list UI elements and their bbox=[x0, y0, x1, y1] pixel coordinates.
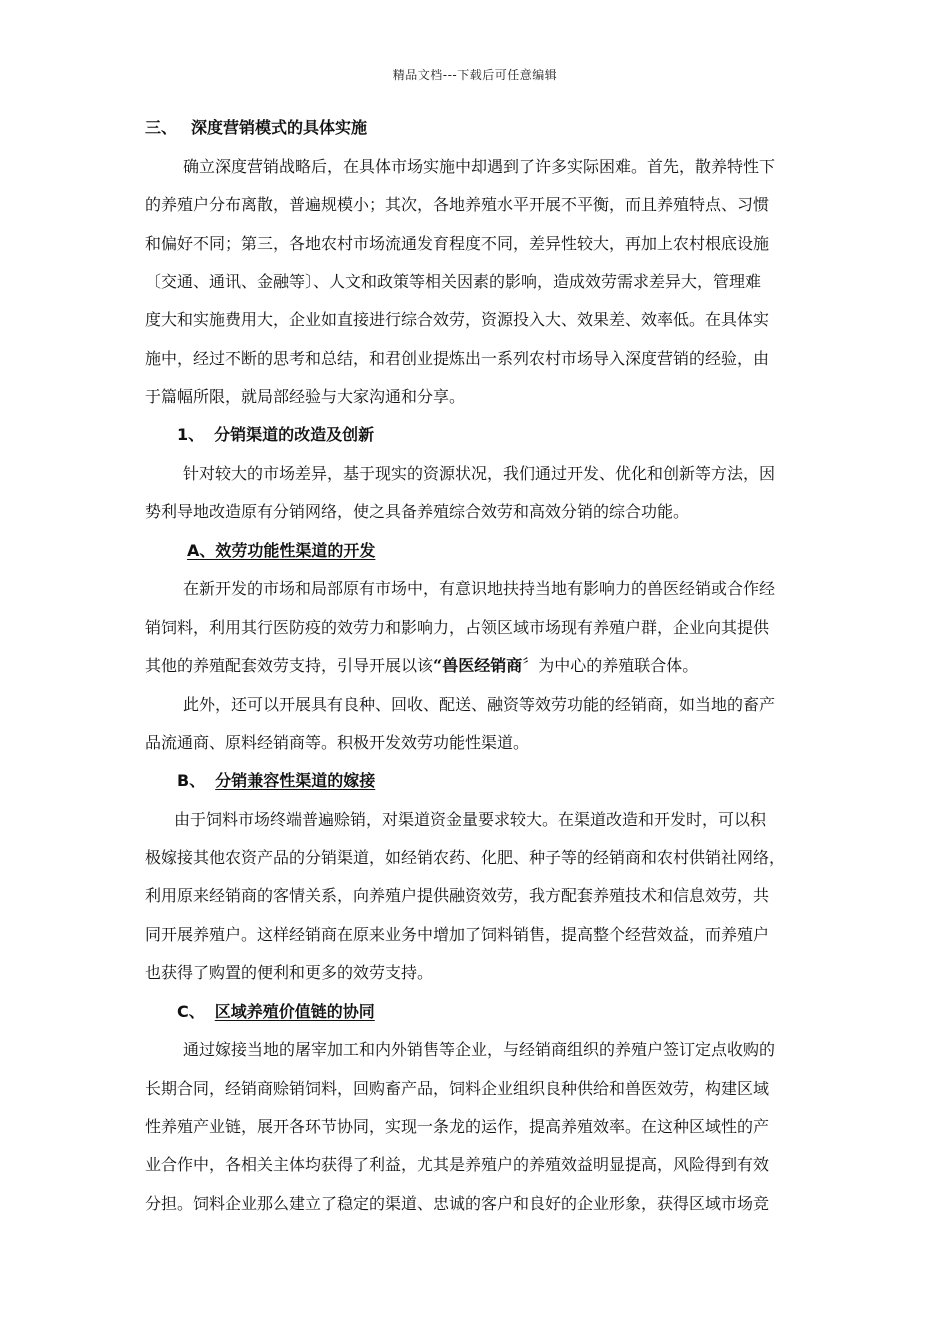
paragraph-line: 长期合同，经销商赊销饲料，回购畜产品，饲料企业组织良种供给和兽医效劳，构建区域 bbox=[145, 1079, 770, 1098]
paragraph-line: 的养殖户分布离散，普遍规模小；其次，各地养殖水平开展不平衡，而且养殖特点、习惯 bbox=[145, 195, 770, 214]
paragraph-line: 通过嫁接当地的屠宰加工和内外销售等企业，与经销商组织的养殖户签订定点收购的 bbox=[183, 1040, 776, 1059]
subsection-title: 分销兼容性渠道的嫁接 bbox=[215, 771, 376, 790]
page-header: 精品文档---下载后可任意编辑 bbox=[392, 68, 558, 82]
text-run: 〞为中心的养殖联合体。 bbox=[522, 656, 699, 675]
subsection-number: 1、 bbox=[177, 425, 205, 444]
paragraph-line: 品流通商、原料经销商等。积极开发效劳功能性渠道。 bbox=[145, 733, 530, 752]
paragraph-line: 同开展养殖户。这样经销商在原来业务中增加了饲料销售，提高整个经营效益，而养殖户 bbox=[145, 925, 770, 944]
paragraph-line: 利用原来经销商的客情关系，向养殖户提供融资效劳，我方配套养殖技术和信息效劳，共 bbox=[145, 886, 770, 905]
paragraph-line: 也获得了购置的便利和更多的效劳支持。 bbox=[145, 963, 434, 982]
paragraph-line: 施中，经过不断的思考和总结，和君创业提炼出一系列农村市场导入深度营销的经验，由 bbox=[145, 349, 770, 368]
text-run: 其他的养殖配套效劳支持，引导开展以该 bbox=[145, 656, 434, 675]
subsection-heading-b bbox=[177, 771, 375, 791]
section-number: 三、 bbox=[145, 118, 178, 137]
paragraph-line: 度大和实施费用大，企业如直接进行综合效劳，资源投入大、效果差、效率低。在具体实 bbox=[145, 310, 770, 329]
paragraph-line: 势利导地改造原有分销网络，使之具备养殖综合效劳和高效分销的综合功能。 bbox=[145, 502, 690, 521]
paragraph-line: 性养殖产业链，展开各环节协同，实现一条龙的运作，提高养殖效率。在这种区域性的产 bbox=[145, 1117, 770, 1136]
subsection-number: B、 bbox=[177, 771, 206, 790]
subsection-number: C、 bbox=[177, 1002, 205, 1021]
subsection-heading-a: A、效劳功能性渠道的开发 bbox=[187, 541, 376, 560]
paragraph-line: 和偏好不同；第三，各地农村市场流通发育程度不同，差异性较大，再加上农村根底设施 bbox=[145, 234, 770, 253]
paragraph-line: 业合作中，各相关主体均获得了利益，尤其是养殖户的养殖效益明显提高，风险得到有效 bbox=[145, 1155, 770, 1174]
paragraph-line: 在新开发的市场和局部原有市场中，有意识地扶持当地有影响力的兽医经销或合作经 bbox=[183, 579, 776, 598]
paragraph-line: 极嫁接其他农资产品的分销渠道，如经销农药、化肥、种子等的经销商和农村供销社网络， bbox=[145, 848, 786, 867]
paragraph-line: 由于饲料市场终端普遍赊销，对渠道资金量要求较大。在渠道改造和开发时，可以积 bbox=[174, 810, 767, 829]
subsection-heading-1 bbox=[177, 425, 374, 445]
paragraph-line: 此外，还可以开展具有良种、回收、配送、融资等效劳功能的经销商，如当地的畜产 bbox=[183, 695, 776, 714]
paragraph-line: 于篇幅所限，就局部经验与大家沟通和分享。 bbox=[145, 387, 466, 406]
paragraph-line: 针对较大的市场差异，基于现实的资源状况，我们通过开发、优化和创新等方法，因 bbox=[183, 464, 776, 483]
section-heading-3 bbox=[145, 118, 367, 138]
section-title: 深度营销模式的具体实施 bbox=[191, 118, 368, 137]
subsection-title: 区域养殖价值链的协同 bbox=[214, 1002, 375, 1021]
paragraph-line: 〔交通、通讯、金融等〕、人文和政策等相关因素的影响，造成效劳需求差异大，管理难 bbox=[145, 272, 762, 291]
paragraph-line bbox=[145, 656, 698, 676]
paragraph-line: 销饲料，利用其行医防疫的效劳力和影响力，占领区域市场现有养殖户群，企业向其提供 bbox=[145, 618, 770, 637]
subsection-title: 分销渠道的改造及创新 bbox=[214, 425, 375, 444]
paragraph-line: 分担。饲料企业那么建立了稳定的渠道、忠诚的客户和良好的企业形象，获得区域市场竞 bbox=[145, 1194, 770, 1213]
paragraph-line: 确立深度营销战略后，在具体市场实施中却遇到了许多实际困难。首先，散养特性下 bbox=[183, 157, 776, 176]
bold-term: “兽医经销商 bbox=[433, 656, 523, 675]
subsection-heading-c bbox=[177, 1002, 375, 1022]
